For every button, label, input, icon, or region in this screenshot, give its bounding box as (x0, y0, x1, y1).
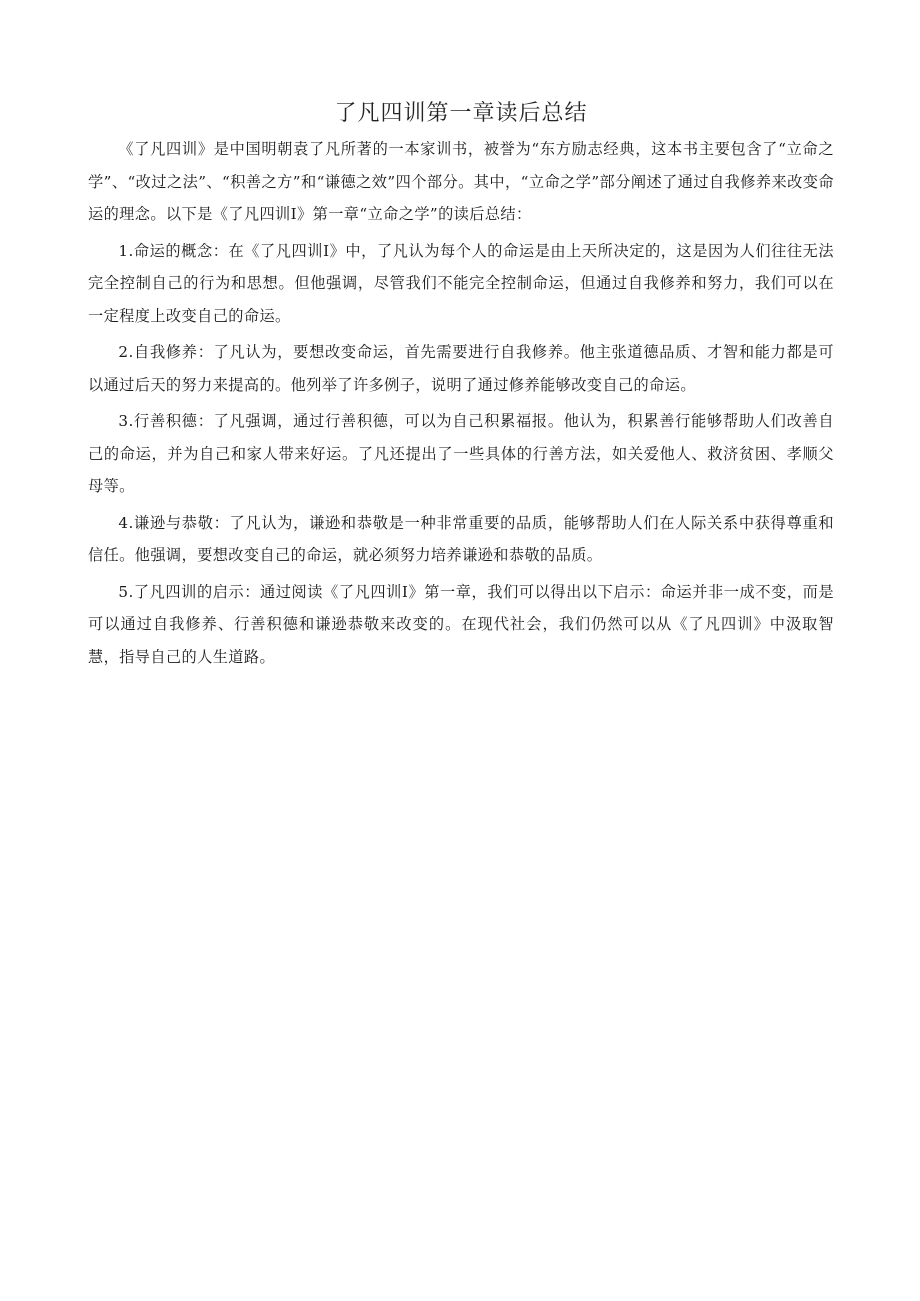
list-item (88, 405, 834, 503)
item-number: 5 (118, 582, 129, 601)
document-page (88, 96, 834, 677)
list-item (88, 336, 834, 401)
list-item (88, 576, 834, 674)
intro-paragraph: 《了凡四训》是中国明朝袁了凡所著的一本家训书，被誉为“东方励志经典，这本书主要包含了“立命之学”、“改过之法”、“积善之方”和“谦德之效”四个部分。其中，“立命之学”部分阐述了通过自我修养来改变命运的理念。以下是《了凡四训I》第一章“立命之学”的读后总结： (88, 140, 834, 223)
item-number: 1 (118, 241, 129, 260)
item-text: .行善积德：了凡强调，通过行善积德，可以为自己积累福报。他认为，积累善行能够帮助人们改善自己的命运，并为自己和家人带来好运。了凡还提出了一些具体的行善方法，如关爱他人、救济贫困、孝顺父母等。 (88, 412, 834, 495)
item-text: .了凡四训的启示：通过阅读《了凡四训I》第一章，我们可以得出以下启示：命运并非一成不变，而是可以通过自我修养、行善积德和谦逊恭敬来改变的。在现代社会，我们仍然可以从《了凡四训》中汲取智慧，指导自己的人生道路。 (88, 582, 834, 666)
item-text: .自我修养：了凡认为，要想改变命运，首先需要进行自我修养。他主张道德品质、才智和能力都是可以通过后天的努力来提高的。他列举了许多例子，说明了通过修养能够改变自己的命运。 (88, 343, 834, 394)
item-text: .谦逊与恭敬：了凡认为，谦逊和恭敬是一种非常重要的品质，能够帮助人们在人际关系中获得尊重和信任。他强调，要想改变自己的命运，就必须努力培养谦逊和恭敬的品质。 (88, 513, 834, 564)
item-text: .命运的概念：在《了凡四训I》中，了凡认为每个人的命运是由上天所决定的，这是因为人们往往无法完全控制自己的行为和思想。但他强调，尽管我们不能完全控制命运，但通过自我修养和努力，我们可以在一定程度上改变自己的命运。 (88, 241, 834, 325)
list-item (88, 507, 834, 572)
item-number: 4 (118, 513, 129, 532)
list-item (88, 235, 834, 333)
document-title: 了凡四训第一章读后总结 (334, 101, 588, 126)
item-number: 3 (118, 412, 129, 430)
item-number: 2 (118, 343, 129, 361)
